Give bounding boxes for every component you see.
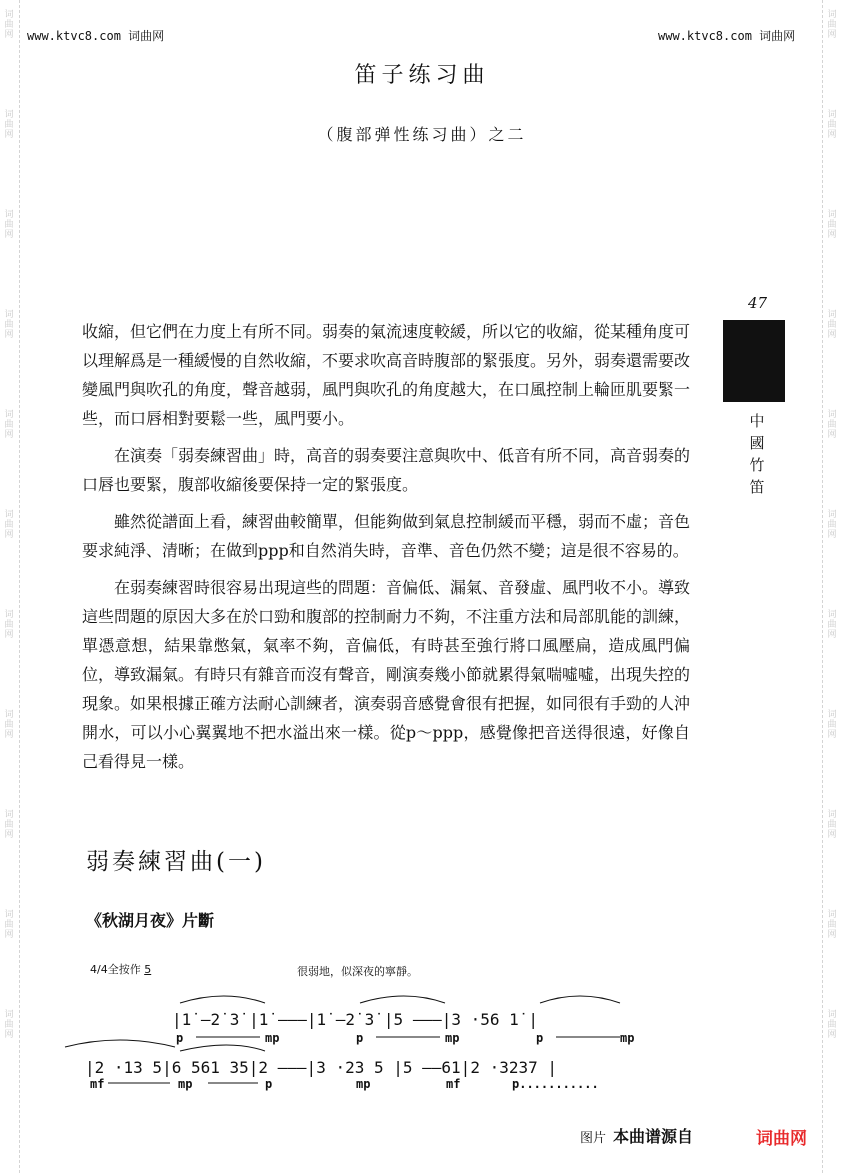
edge-watermark-text: 词曲网: [4, 810, 14, 840]
edge-watermark-text: 词曲网: [4, 10, 14, 40]
edge-watermark-text: 词曲网: [4, 310, 14, 340]
dynamic-mark: p: [176, 1031, 184, 1045]
edge-watermark-text: 词曲网: [827, 810, 837, 840]
paragraph: 收縮，但它們在力度上有所不同。弱奏的氣流速度較緩，所以它的收縮，從某種角度可以理解爲是一種緩慢的自然收縮，不要求吹高音時腹部的緊張度。另外，弱奏還需要改變風門與吹孔的角度，聲音越弱，風門與吹孔的角度越大，在口風控制上輪匝肌要緊一些，而口唇相對要鬆一些，風門要小。: [82, 322, 691, 428]
edge-watermark-text: 词曲网: [4, 510, 14, 540]
score-line-2-notes: |2 ·13 5|6 561 35|2 ———|3 ·23 5 |5 ——61|2 ·3237 |: [85, 1058, 558, 1077]
edge-watermark-text: 词曲网: [4, 710, 14, 740]
edge-watermark-text: 词曲网: [827, 10, 837, 40]
dynamic-mark: p: [265, 1077, 273, 1091]
edge-watermark-text: 词曲网: [827, 310, 837, 340]
paragraph: 在演奏「弱奏練習曲」時，高音的弱奏要注意與吹中、低音有所不同，高音弱奏的口唇也要緊，腹部收縮後要保持一定的緊張度。: [82, 446, 691, 494]
edge-watermark-text: 词曲网: [827, 610, 837, 640]
paragraph: 在弱奏練習時很容易出現這些的問題：音偏低、漏氣、音發虛、風門收不小。導致這些問題的原因大多在於口勁和腹部的控制耐力不夠，不注重方法和局部肌能的訓練，單憑意想，結果靠憋氣，氣率不夠，音偏低，有時甚至強行將口風壓扁，造成風門偏位，導致漏氣。有時只有雜音而沒有聲音，剛演奏幾小節就累得氣喘噓噓，出現失控的現象。如果根據正確方法耐心訓練者，演奏弱音感覺會很有把握，如同很有手勁的人沖開水，可以小心翼翼地不把水溢出來一樣。從p～ppp，感覺像把音送得很遠，好像自己看得見一樣。: [82, 578, 691, 771]
slur-mark: [180, 1045, 265, 1051]
edge-watermark-text: 词曲网: [827, 1010, 837, 1040]
slur-mark: [65, 1040, 175, 1047]
dynamic-mark: mp: [620, 1031, 635, 1045]
dynamic-mark: mp: [356, 1077, 371, 1091]
edge-watermark-text: 词曲网: [4, 1010, 14, 1040]
dynamic-mark: mp: [265, 1031, 280, 1045]
slur-mark: [540, 996, 620, 1003]
edge-watermark-text: 词曲网: [4, 210, 14, 240]
edge-watermark-text: 词曲网: [827, 910, 837, 940]
section-heading: 弱奏練習曲(一): [86, 849, 266, 875]
piece-title: 《秋湖月夜》片斷: [86, 911, 215, 930]
page-subtitle: （腹部弹性练习曲）之二: [317, 125, 527, 144]
footer-left-text: 图片: [580, 1131, 607, 1146]
music-score: [60, 995, 650, 1100]
dynamic-mark: mp: [178, 1077, 193, 1091]
edge-watermark-text: 词曲网: [4, 110, 14, 140]
site-watermark-right: www.ktvc8.com 词曲网: [658, 29, 796, 43]
dynamic-mark: mf: [90, 1077, 105, 1091]
edge-watermark-text: 词曲网: [4, 910, 14, 940]
book-title-vertical: 中國竹笛: [749, 412, 765, 496]
edge-watermark-text: 词曲网: [827, 110, 837, 140]
body-text: [82, 317, 690, 784]
score-key-signature: [90, 961, 151, 977]
left-margin-rule: [19, 0, 20, 1173]
edge-watermark-text: 词曲网: [827, 510, 837, 540]
site-watermark-left: www.ktvc8.com 词曲网: [27, 29, 165, 43]
dynamic-mark: p...........: [512, 1077, 599, 1091]
edge-watermark-text: 词曲网: [827, 710, 837, 740]
dynamic-mark: p: [356, 1031, 364, 1045]
page-title: 笛子练习曲: [354, 63, 490, 88]
dynamic-mark: mp: [445, 1031, 460, 1045]
edge-watermark-text: 词曲网: [827, 210, 837, 240]
score-line-1-notes: |1̇ —2̇ 3̇ |1̇ ———|1̇ —2̇ 3̇ |5 ———|3 ·56 1̇ |: [172, 1010, 539, 1029]
footer-brand-logo[interactable]: 词曲网: [756, 1129, 807, 1149]
right-margin-rule: [822, 0, 823, 1173]
key-degree: 5: [144, 963, 152, 976]
dynamic-mark: mf: [446, 1077, 461, 1091]
slur-mark: [180, 996, 265, 1003]
chapter-tab-bar: [723, 320, 785, 402]
key-signature-text: 4/4全按作: [90, 963, 141, 976]
edge-watermark-text: 词曲网: [4, 610, 14, 640]
edge-watermark-text: 词曲网: [827, 410, 837, 440]
paragraph: 雖然從譜面上看，練習曲較簡單，但能夠做到氣息控制緩而平穩，弱而不虛；音色要求純淨、清晰；在做到ppp和自然消失時，音準、音色仍然不變；這是很不容易的。: [82, 512, 691, 560]
left-edge-watermark: [3, 0, 15, 1173]
edge-watermark-text: 词曲网: [4, 410, 14, 440]
slur-mark: [360, 996, 445, 1003]
footer-source-text: 本曲谱源自: [613, 1127, 694, 1146]
dynamic-mark: p: [536, 1031, 544, 1045]
page-number: 47: [748, 294, 768, 312]
right-edge-watermark: [826, 0, 838, 1173]
expression-marking: 很弱地，似深夜的寧靜。: [297, 965, 418, 978]
